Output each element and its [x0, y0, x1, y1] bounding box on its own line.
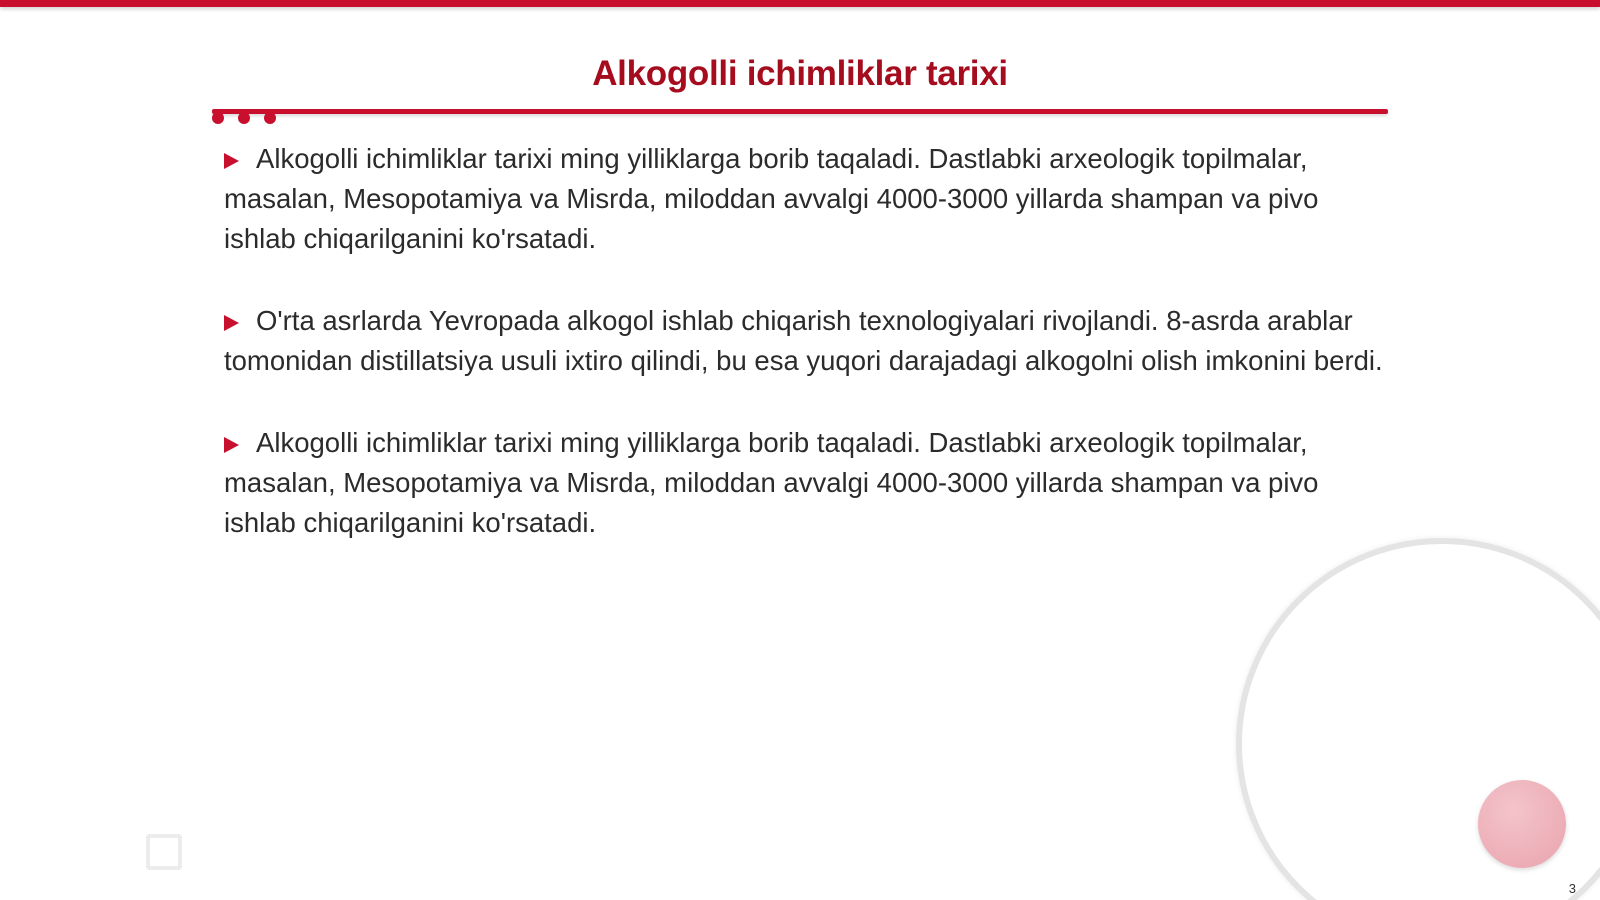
page-number: 3: [1568, 881, 1576, 896]
dot-decoration: [264, 112, 276, 124]
bullet-list: [224, 139, 1384, 585]
bullet-item: [224, 301, 1384, 381]
title-underline: [212, 109, 1388, 114]
pink-circle-decoration: [1478, 780, 1566, 868]
title-dots-decoration: [212, 112, 276, 124]
dot-decoration: [212, 112, 224, 124]
triangle-right-icon: [224, 315, 239, 331]
triangle-right-icon: [224, 153, 239, 169]
bullet-text: O'rta asrlarda Yevropada alkogol ishlab chiqarish texnologiyalari rivojlandi. 8-asrda arablar tomonidan distillatsiya usuli ixtiro qilindi, bu esa yuqori darajadagi alkogolni olish imkonini berdi.: [224, 305, 1383, 376]
bullet-item: [224, 139, 1384, 259]
square-outline-decoration: [146, 834, 182, 870]
dot-decoration: [238, 112, 250, 124]
bullet-item: [224, 423, 1384, 543]
triangle-right-icon: [224, 437, 239, 453]
top-accent-bar: [0, 0, 1600, 7]
slide-title: Alkogolli ichimliklar tarixi: [592, 54, 1008, 93]
bullet-text: Alkogolli ichimliklar tarixi ming yilliklarga borib taqaladi. Dastlabki arxeologik topilmalar, masalan, Mesopotamiya va Misrda, miloddan avvalgi 4000-3000 yillarda shampan va pivo ishlab chiqarilganini ko'rsatadi.: [224, 427, 1319, 538]
bullet-text: Alkogolli ichimliklar tarixi ming yilliklarga borib taqaladi. Dastlabki arxeologik topilmalar, masalan, Mesopotamiya va Misrda, miloddan avvalgi 4000-3000 yillarda shampan va pivo ishlab chiqarilganini ko'rsatadi.: [224, 143, 1319, 254]
